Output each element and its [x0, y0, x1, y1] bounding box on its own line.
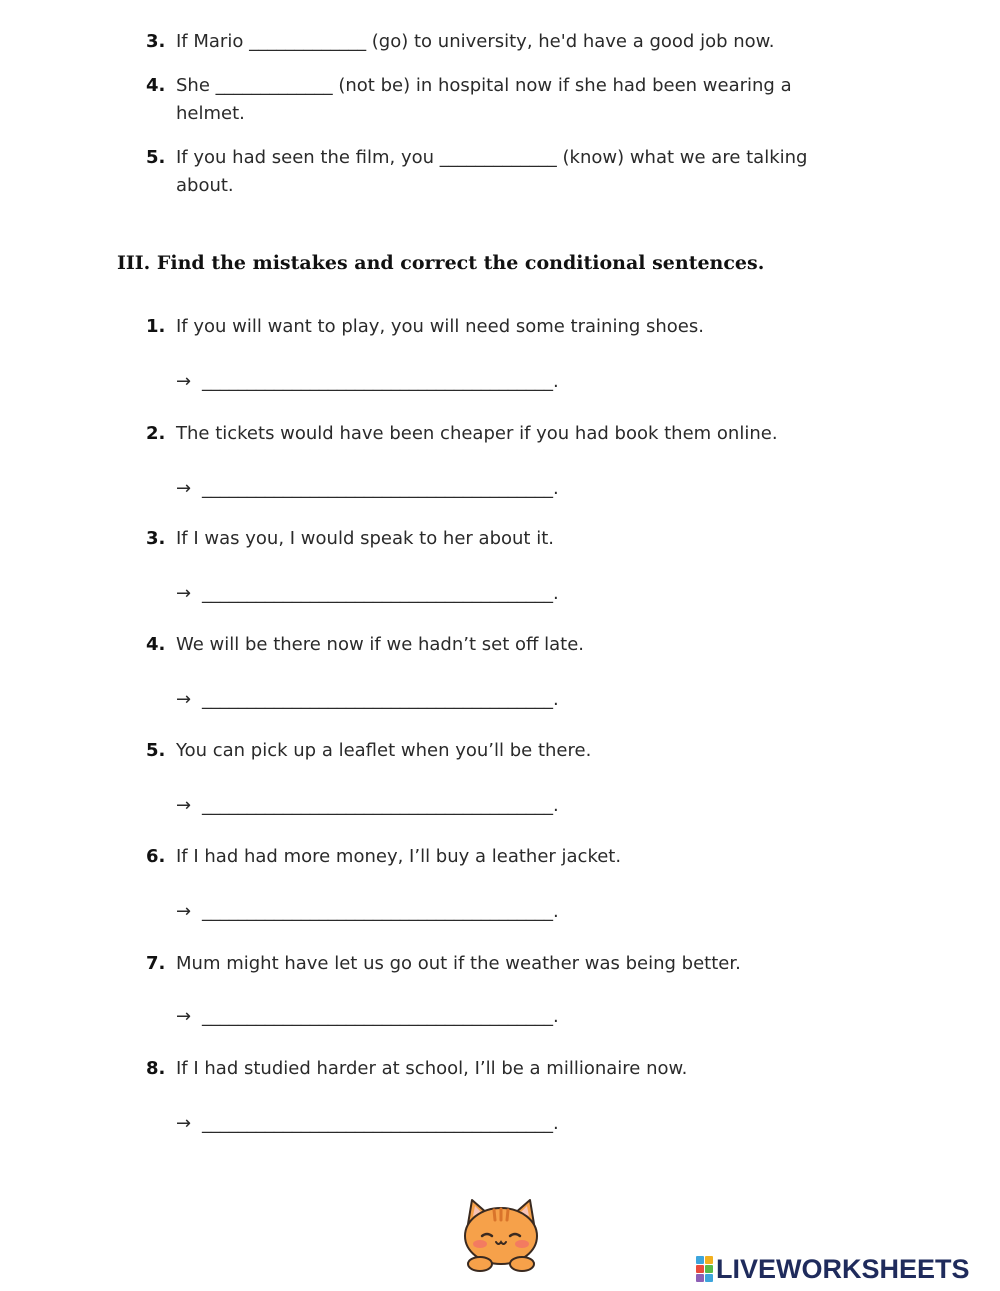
logo-block: [705, 1265, 713, 1273]
item-text: If Mario _____________ (go) to university, he'd have a good job now.: [176, 31, 775, 52]
logo-mark-icon: [696, 1256, 713, 1282]
item-number: 3.: [146, 31, 166, 52]
item-text: The tickets would have been cheaper if you had book them online.: [176, 423, 778, 444]
exercise3-item-1: [146, 313, 866, 341]
arrow-icon: →: [176, 583, 192, 604]
item-text: She _____________ (not be) in hospital now if she had been wearing a helmet.: [176, 75, 792, 124]
exercise2-item-5: [146, 144, 866, 200]
logo-block: [696, 1256, 704, 1264]
item-text: If I had had more money, I’ll buy a leather jacket.: [176, 846, 622, 867]
answer-line-7[interactable]: [176, 1003, 559, 1031]
item-text: If I was you, I would speak to her about it.: [176, 528, 554, 549]
item-text: Mum might have let us go out if the weather was being better.: [176, 953, 741, 974]
arrow-icon: →: [176, 478, 192, 499]
item-number: 7.: [146, 953, 166, 974]
answer-line-6[interactable]: [176, 898, 559, 926]
liveworksheets-logo: [696, 1254, 970, 1284]
logo-block: [696, 1265, 704, 1273]
answer-blank[interactable]: _______________________________________.: [202, 478, 559, 499]
answer-blank[interactable]: _______________________________________.: [202, 1006, 559, 1027]
exercise3-item-6: [146, 843, 866, 871]
answer-line-8[interactable]: [176, 1110, 559, 1138]
arrow-icon: →: [176, 1113, 192, 1134]
answer-line-2[interactable]: [176, 475, 559, 503]
logo-block: [705, 1256, 713, 1264]
exercise2-item-3: [146, 28, 866, 56]
item-number: 4.: [146, 634, 166, 655]
exercise3-item-7: [146, 950, 866, 978]
answer-blank[interactable]: _______________________________________.: [202, 689, 559, 710]
answer-line-5[interactable]: [176, 792, 559, 820]
answer-line-4[interactable]: [176, 686, 559, 714]
item-text: You can pick up a leaflet when you’ll be there.: [176, 740, 592, 761]
arrow-icon: →: [176, 371, 192, 392]
item-text: If you will want to play, you will need some training shoes.: [176, 316, 704, 337]
arrow-icon: →: [176, 901, 192, 922]
item-number: 4.: [146, 75, 166, 96]
item-number: 1.: [146, 316, 166, 337]
answer-blank[interactable]: _______________________________________.: [202, 901, 559, 922]
arrow-icon: →: [176, 689, 192, 710]
item-text: If you had seen the film, you _____________ (know) what we are talking about.: [176, 147, 808, 196]
arrow-icon: →: [176, 1006, 192, 1027]
arrow-icon: →: [176, 795, 192, 816]
cat-icon: [458, 1196, 544, 1272]
item-text: If I had studied harder at school, I’ll be a millionaire now.: [176, 1058, 688, 1079]
item-text: We will be there now if we hadn’t set off late.: [176, 634, 585, 655]
exercise3-item-8: [146, 1055, 866, 1083]
answer-blank[interactable]: _______________________________________.: [202, 371, 559, 392]
logo-block: [696, 1274, 704, 1282]
item-number: 3.: [146, 528, 166, 549]
item-number: 8.: [146, 1058, 166, 1079]
item-number: 5.: [146, 147, 166, 168]
logo-text: LIVEWORKSHEETS: [716, 1253, 970, 1284]
section-title: III. Find the mistakes and correct the conditional sentences.: [117, 252, 765, 274]
exercise3-item-3: [146, 525, 866, 553]
exercise3-item-5: [146, 737, 866, 765]
answer-line-3[interactable]: [176, 580, 559, 608]
exercise3-item-4: [146, 631, 866, 659]
exercise2-item-4: [146, 72, 866, 128]
item-number: 6.: [146, 846, 166, 867]
answer-line-1[interactable]: [176, 368, 559, 396]
exercise3-item-2: [146, 420, 866, 448]
answer-blank[interactable]: _______________________________________.: [202, 1113, 559, 1134]
logo-block: [705, 1274, 713, 1282]
item-number: 5.: [146, 740, 166, 761]
item-number: 2.: [146, 423, 166, 444]
answer-blank[interactable]: _______________________________________.: [202, 583, 559, 604]
answer-blank[interactable]: _______________________________________.: [202, 795, 559, 816]
